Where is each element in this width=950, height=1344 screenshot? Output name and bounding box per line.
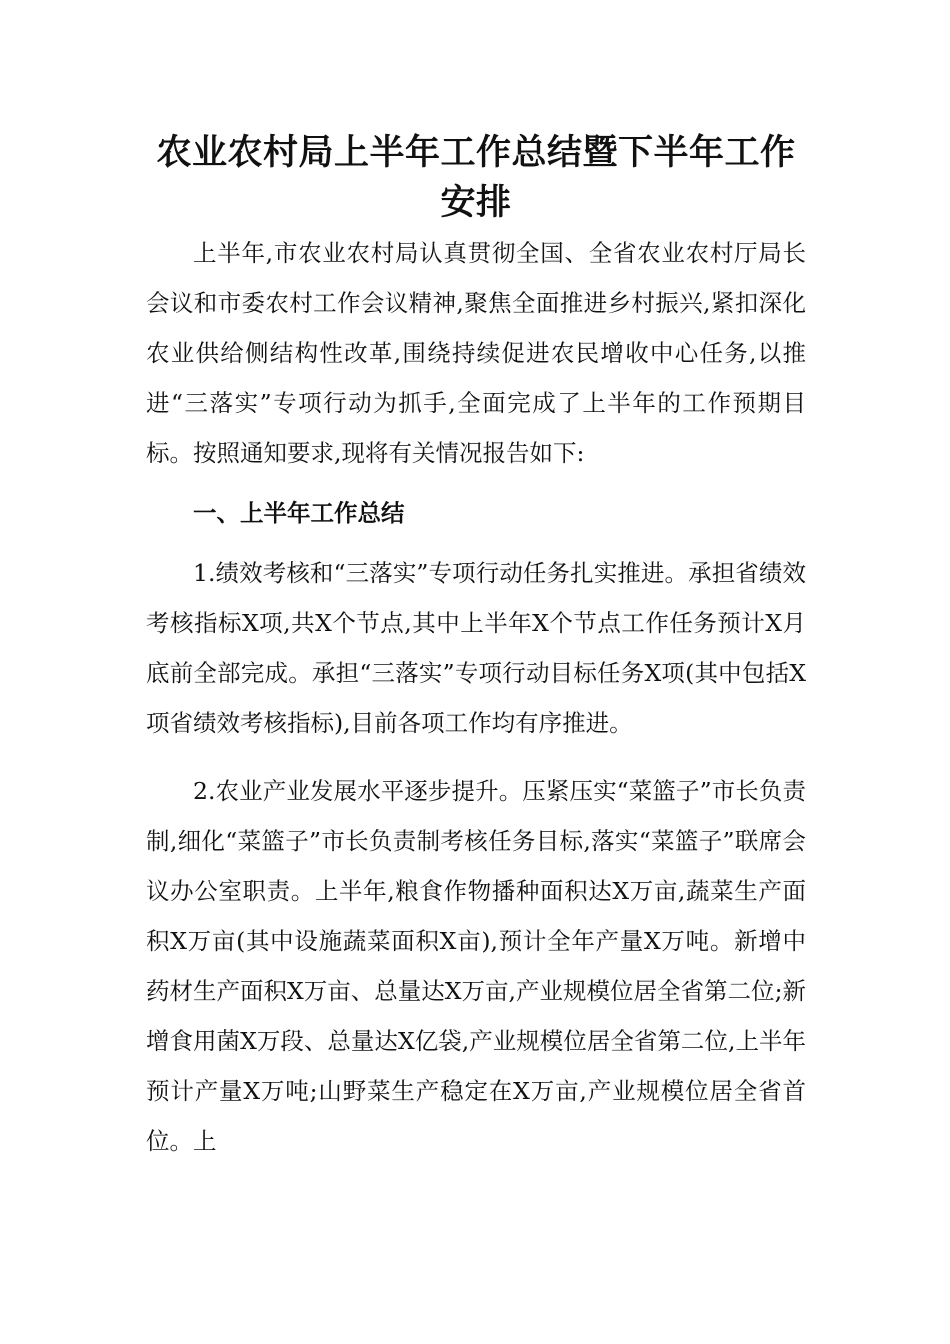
- title-line-1: 农业农村局上半年工作总结暨下半年工作: [156, 133, 796, 173]
- document-title: [146, 128, 806, 228]
- intro-paragraph: 上半年,市农业农村局认真贯彻全国、全省农业农村厅局长会议和市委农村工作会议精神,聚焦全面推进乡村振兴,紧扣深化农业供给侧结构性改革,围绕持续促进农民增收中心任务,以推进“三落实”专项行动为抓手,全面完成了上半年的工作预期目标。按照通知要求,现将有关情况报告如下:: [146, 239, 806, 467]
- document-page: [146, 128, 806, 1166]
- title-line-2: 安排: [440, 183, 512, 223]
- section-heading-1: 一、上半年工作总结: [193, 499, 405, 527]
- item-1-paragraph: 1.绩效考核和“三落实”专项行动任务扎实推进。承担省绩效考核指标X项,共X个节点,其中上半年X个节点工作任务预计X月底前全部完成。承担“三落实”专项行动目标任务X项(其中包括X项省绩效考核指标),目前各项工作均有序推进。: [146, 559, 806, 737]
- item-2-paragraph: 2.农业产业发展水平逐步提升。压紧压实“菜篮子”市长负责制,细化“菜篮子”市长负责制考核任务目标,落实“菜篮子”联席会议办公室职责。上半年,粮食作物播种面积达X万亩,蔬菜生产面积X万亩(其中设施蔬菜面积X亩),预计全年产量X万吨。新增中药材生产面积X万亩、总量达X万亩,产业规模位居全省第二位;新增食用菌X万段、总量达X亿袋,产业规模位居全省第二位,上半年预计产量X万吨;山野菜生产稳定在X万亩,产业规模位居全省首位。上: [146, 777, 806, 1155]
